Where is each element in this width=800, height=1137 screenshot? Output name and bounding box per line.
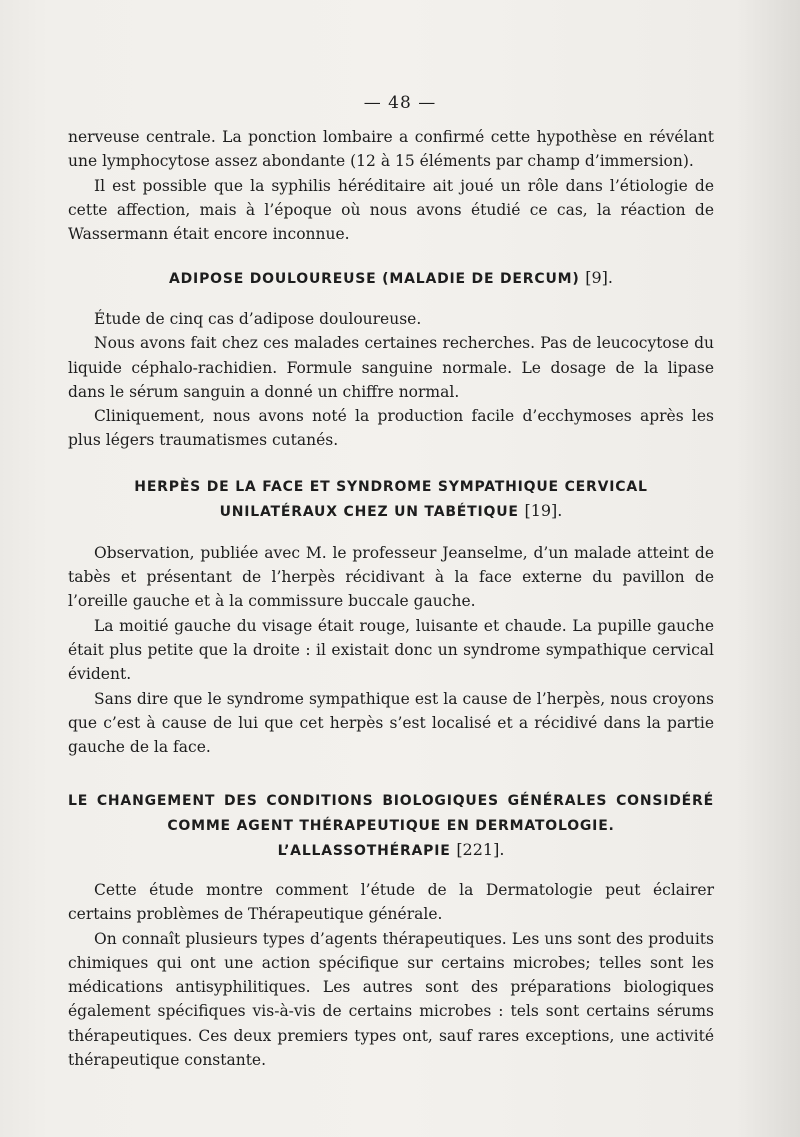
reference-19: [19]. (524, 501, 563, 521)
section-heading-herpes-line1: HERPÈS DE LA FACE ET SYNDROME SYMPATHIQUE CERVICAL (134, 478, 648, 495)
herpes-paragraph-3: Sans dire que le syndrome sympathique est la cause de l’herpès, nous croyons que c’est à cause de lui que cet herpès s’est localisé et a récidivé dans la partie gauche de la face. (68, 689, 714, 757)
section-heading-herpes (68, 475, 714, 525)
adipose-paragraph-2: Nous avons fait chez ces malades certaines recherches. Pas de leucocytose du liquide céphalo-rachidien. Formule sanguine normale. Le dosage de la lipase dans le sérum sanguin a donné un chiffre normal. (68, 334, 714, 401)
section-heading-allassotherapie-line2: L’ALLASSOTHÉRAPIE (277, 843, 451, 860)
adipose-paragraph-3: Cliniquement, nous avons noté la production facile d’ecchymoses après les plus légers traumatismes cutanés. (68, 407, 714, 450)
intro-paragraph-2: Il est possible que la syphilis héréditaire ait joué un rôle dans l’étiologie de cette affection, mais à l’époque où nous avons étudié ce cas, la réaction de Wassermann était encore inconnue. (68, 176, 714, 244)
section-heading-adipose-text: ADIPOSE DOULOUREUSE (MALADIE DE DERCUM) (169, 271, 580, 288)
allassotherapie-paragraph-1: Cette étude montre comment l’étude de la Dermatologie peut éclairer certains problèmes de Thérapeutique générale. (68, 880, 714, 924)
herpes-paragraph-1: Observation, publiée avec M. le professeur Jeanselme, d’un malade atteint de tabès et présentant de l’herpès récidivant à la face externe du pavillon de l’oreille gauche et à la commissure buccale gauche. (68, 543, 714, 611)
reference-9: [9]. (585, 268, 613, 288)
reference-221: [221]. (456, 840, 505, 860)
herpes-paragraph-2: La moitié gauche du visage était rouge, luisante et chaude. La pupille gauche était plus petite que la droite : il existait donc un syndrome sympathique cervical évident. (68, 616, 714, 684)
section-heading-herpes-line2: UNILATÉRAUX CHEZ UN TABÉTIQUE (219, 504, 519, 521)
allassotherapie-paragraph-2: On connaît plusieurs types d’agents thérapeutiques. Les uns sont des produits chimiques qui ont une action spécifique sur certains microbes; telles sont les médications antisyphilitiques. Les autres sont des préparations biologiques également spécifiques vis-à-vis de certains microbes : tels sont certains sérums thérapeutiques. Ces deux premiers types ont, sauf rares exceptions, une activité thérapeutique constante. (68, 929, 714, 1070)
page-content (68, 125, 714, 1072)
adipose-paragraph-1: Étude de cinq cas d’adipose douloureuse. (94, 309, 422, 328)
page-number: — 48 — (363, 93, 437, 113)
intro-paragraph-1: nerveuse centrale. La ponction lombaire a confirmé cette hypothèse en révélant une lymphocytose assez abondante (12 à 15 éléments par champ d’immersion). (68, 128, 714, 171)
section-heading-allassotherapie-line1: LE CHANGEMENT DES CONDITIONS BIOLOGIQUES GÉNÉRALES CONSIDÉRÉ COMME AGENT THÉRAPEUTIQUE EN DERMATOLOGIE. (68, 793, 714, 834)
section-heading-allassotherapie (68, 789, 714, 864)
section-heading-adipose (68, 266, 714, 292)
